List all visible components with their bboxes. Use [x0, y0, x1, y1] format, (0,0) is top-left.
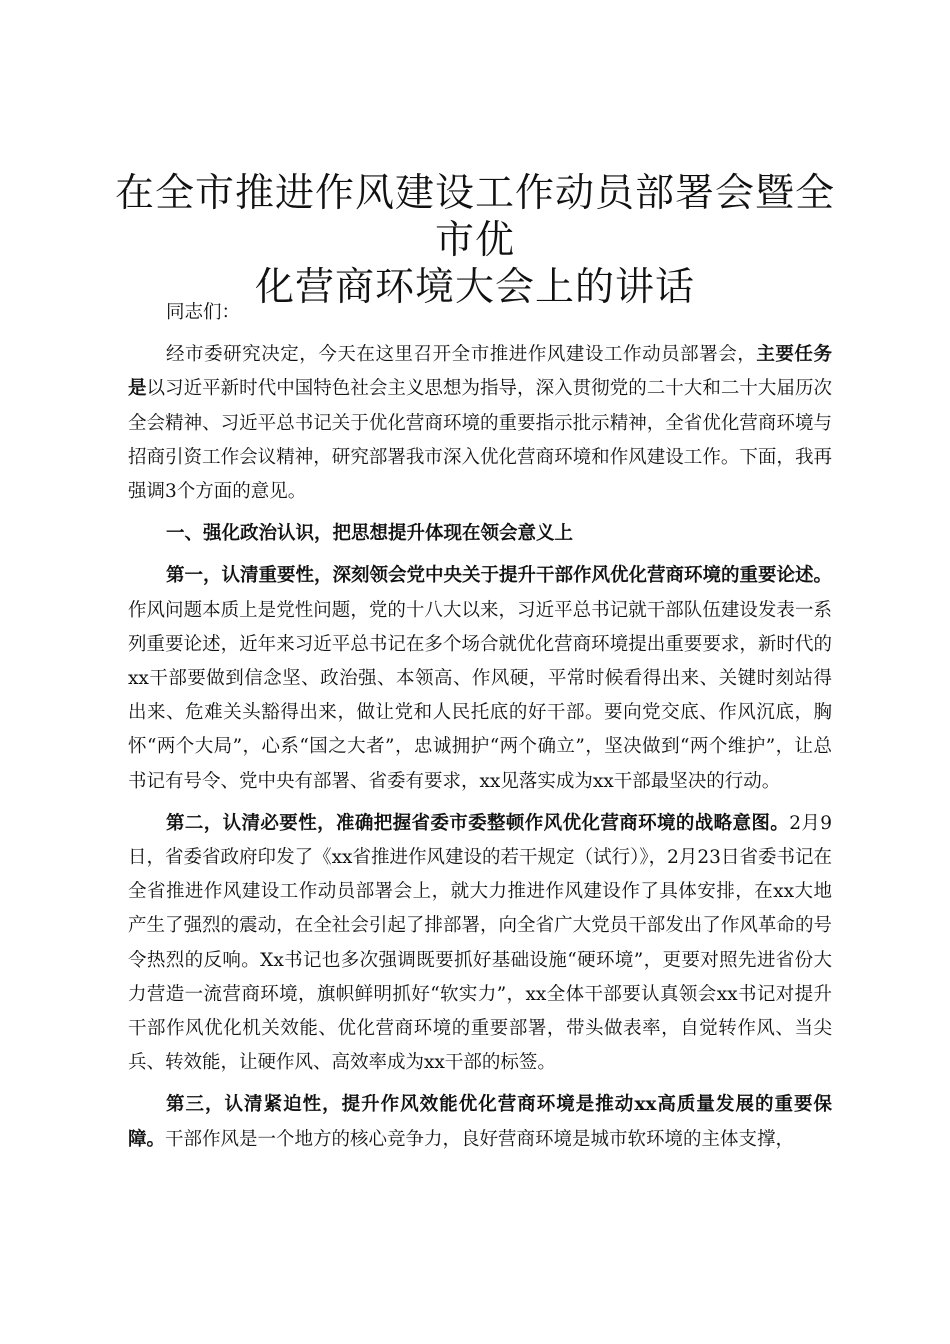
- paragraph-3-lead: 第三，认清紧迫性，提升作风效能优化营商环境是推动xx高质量发展的重要保障。: [128, 1094, 832, 1150]
- section-1-heading: 一、强化政治认识，把思想提升体现在领会意义上: [166, 523, 574, 545]
- paragraph-1: [128, 559, 832, 798]
- intro-paragraph: [128, 338, 832, 509]
- paragraph-3-body: 干部作风是一个地方的核心竞争力，良好营商环境是城市软环境的主体支撑，: [165, 1128, 795, 1150]
- title-line-1: 在全市推进作风建设工作动员部署会暨全市优: [114, 171, 835, 263]
- paragraph-1-body: 作风问题本质上是党性问题，党的十八大以来，习近平总书记就干部队伍建设发表一系列重要论述，近年来习近平总书记在多个场合就优化营商环境提出重要要求，新时代的xx干部要做到信念坚、政治强、本领高、作风硬，平常时候看得出来、关键时刻站得出来、危难关头豁得出来，做让党和人民托底的好干部。要向党交底、作风沉底，胸怀“两个大局”，心系“国之大者”，忠诚拥护“两个确立”，坚决做到“两个维护”，让总书记有号令、党中央有部署、省委有要求，xx见落实成为xx干部最坚决的行动。: [128, 599, 832, 792]
- title-line-2: 化营商环境大会上的讲话: [254, 265, 695, 310]
- paragraph-3: [128, 1088, 832, 1156]
- paragraph-2-lead: 第二，认清必要性，准确把握省委市委整顿作风优化营商环境的战略意图。: [166, 812, 790, 834]
- intro-bold: 主要任务是: [128, 344, 832, 400]
- salutation: 同志们：: [166, 302, 241, 323]
- paragraph-2: [128, 807, 832, 1081]
- intro-lead: 经市委研究决定，今天在这里召开全市推进作风建设工作动员部署会，: [166, 344, 757, 366]
- document-title: [110, 170, 840, 311]
- intro-rest: 以习近平新时代中国特色社会主义思想为指导，深入贯彻党的二十大和二十大届历次全会精神、习近平总书记关于优化营商环境的重要指示批示精神，全省优化营商环境与招商引资工作会议精神，研究部署我市深入优化营商环境和作风建设工作。下面，我再强调3个方面的意见。: [128, 378, 832, 503]
- document-body: [128, 296, 832, 1157]
- paragraph-1-lead: 第一，认清重要性，深刻领会党中央关于提升干部作风优化营商环境的重要论述。: [166, 565, 833, 587]
- paragraph-2-body: 2月9日，省委省政府印发了《xx省推进作风建设的若干规定（试行）》，2月23日省委书记在全省推进作风建设工作动员部署会上，就大力推进作风建设作了具体安排，在xx大地产生了强烈的震动，在全社会引起了排部署，向全省广大党员干部发出了作风革命的号令热烈的反响。Xx书记也多次强调既要抓好基础设施“硬环境”，更要对照先进省份大力营造一流营商环境，旗帜鲜明抓好“软实力”，xx全体干部要认真领会xx书记对提升干部作风优化机关效能、优化营商环境的重要部署，带头做表率，自觉转作风、当尖兵、转效能，让硬作风、高效率成为xx干部的标签。: [128, 812, 832, 1074]
